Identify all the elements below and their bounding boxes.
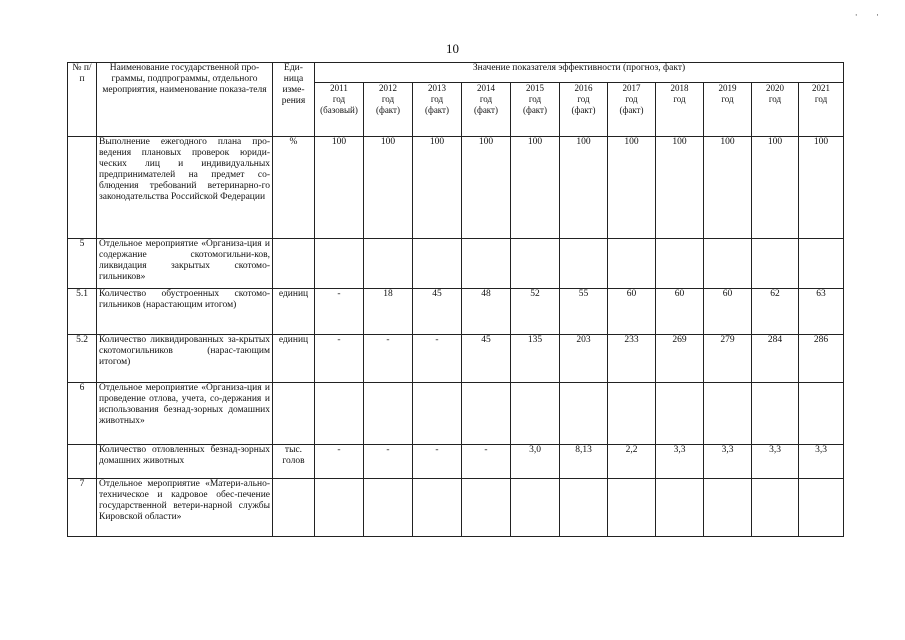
value-cell: - — [364, 335, 413, 383]
header-year-l3: (факт) — [619, 105, 644, 115]
value-cell: 100 — [511, 137, 560, 239]
header-year-year: 2012 — [379, 83, 397, 93]
value-cell — [560, 383, 608, 445]
value-cell: 233 — [608, 335, 656, 383]
table-row — [68, 383, 844, 445]
value-cell — [608, 239, 656, 289]
header-year-l2: год — [768, 94, 782, 104]
row-number — [68, 445, 97, 479]
header-year-5 — [560, 83, 608, 137]
header-year-6 — [608, 83, 656, 137]
value-cell: 100 — [608, 137, 656, 239]
header-year-year: 2013 — [428, 83, 446, 93]
value-cell — [413, 239, 462, 289]
table-row — [68, 289, 844, 335]
value-cell: 55 — [560, 289, 608, 335]
header-values-group: Значение показателя эффективности (прогноз, факт) — [315, 63, 844, 83]
value-cell — [752, 383, 799, 445]
header-year-year: 2021 — [812, 83, 831, 93]
value-cell — [413, 479, 462, 537]
value-cell — [560, 239, 608, 289]
row-unit: % — [273, 137, 315, 239]
header-year-l2: год — [673, 94, 686, 104]
value-cell — [704, 383, 752, 445]
row-number: 7 — [68, 479, 97, 537]
value-cell: 3,3 — [799, 445, 844, 479]
value-cell: 100 — [799, 137, 844, 239]
value-cell: 45 — [462, 335, 511, 383]
value-cell — [364, 383, 413, 445]
value-cell: 60 — [704, 289, 752, 335]
header-year-l3: (факт) — [375, 105, 400, 115]
value-cell: 100 — [462, 137, 511, 239]
value-cell: 203 — [560, 335, 608, 383]
header-year-year: 2015 — [526, 83, 544, 93]
header-year-1 — [364, 83, 413, 137]
header-year-l2: год — [577, 94, 590, 104]
header-year-l3: (факт) — [522, 105, 547, 115]
value-cell — [462, 479, 511, 537]
header-year-year: 2016 — [574, 83, 593, 93]
value-cell: 63 — [799, 289, 844, 335]
header-year-l2: год — [332, 94, 346, 104]
value-cell: - — [315, 445, 364, 479]
value-cell — [315, 479, 364, 537]
value-cell: 2,2 — [608, 445, 656, 479]
header-year-9 — [752, 83, 799, 137]
header-year-year: 2014 — [477, 83, 495, 93]
value-cell: 284 — [752, 335, 799, 383]
table-row — [68, 335, 844, 383]
value-cell: - — [315, 335, 364, 383]
row-name: Отдельное мероприятие «Матери-ально-техническое и кадровое обес-печение государственной ветери-нарной службы Кировской области» — [97, 479, 273, 537]
row-name: Отдельное мероприятие «Организа-ция и содержание скотомогильни-ков, ликвидация закрытых скотомо-гильников» — [97, 239, 273, 289]
value-cell: 18 — [364, 289, 413, 335]
header-year-l2: год — [625, 94, 638, 104]
value-cell: - — [315, 289, 364, 335]
header-year-year: 2019 — [718, 83, 737, 93]
header-unit: Еди-ница изме-рения — [273, 63, 315, 137]
value-cell: - — [413, 335, 462, 383]
value-cell: 52 — [511, 289, 560, 335]
value-cell — [511, 383, 560, 445]
row-number: 5 — [68, 239, 97, 289]
row-number: 6 — [68, 383, 97, 445]
row-number: 5.2 — [68, 335, 97, 383]
value-cell: 135 — [511, 335, 560, 383]
header-year-0 — [315, 83, 364, 137]
value-cell — [511, 239, 560, 289]
value-cell — [364, 239, 413, 289]
value-cell — [799, 239, 844, 289]
row-unit — [273, 383, 315, 445]
row-name: Количество отловленных безнад-зорных домашних животных — [97, 445, 273, 479]
header-year-3 — [462, 83, 511, 137]
header-year-l3: (факт) — [571, 105, 596, 115]
header-year-l2: год — [430, 94, 444, 104]
header-year-l2: год — [479, 94, 493, 104]
value-cell: 3,3 — [656, 445, 704, 479]
value-cell: 8,13 — [560, 445, 608, 479]
header-year-l3: (базовый) — [320, 105, 358, 115]
row-unit: единиц — [273, 289, 315, 335]
row-name: Отдельное мероприятие «Организа-ция и проведение отлова, учета, со-держания и использования безнад-зорных домашних животных» — [97, 383, 273, 445]
header-year-l2: год — [381, 94, 395, 104]
value-cell — [315, 383, 364, 445]
table-row — [68, 239, 844, 289]
value-cell — [799, 479, 844, 537]
value-cell — [608, 479, 656, 537]
value-cell: 100 — [315, 137, 364, 239]
value-cell — [413, 383, 462, 445]
value-cell — [752, 479, 799, 537]
corner-marks: · · — [854, 10, 887, 20]
value-cell — [560, 479, 608, 537]
header-name: Наименование государственной про-граммы, подпрограммы, отдельного мероприятия, наименование показа-теля — [97, 63, 273, 137]
value-cell: 279 — [704, 335, 752, 383]
table-row — [68, 445, 844, 479]
value-cell — [511, 479, 560, 537]
value-cell: 269 — [656, 335, 704, 383]
value-cell — [608, 383, 656, 445]
value-cell: 100 — [364, 137, 413, 239]
header-year-year: 2018 — [670, 83, 689, 93]
header-year-l3: (факт) — [473, 105, 498, 115]
value-cell — [704, 239, 752, 289]
value-cell: 62 — [752, 289, 799, 335]
value-cell — [364, 479, 413, 537]
header-year-2 — [413, 83, 462, 137]
header-year-8 — [704, 83, 752, 137]
header-year-year: 2020 — [766, 83, 784, 93]
header-year-10 — [799, 83, 844, 137]
indicator-table — [67, 62, 844, 537]
page-number: 10 — [446, 41, 459, 56]
value-cell: 100 — [752, 137, 799, 239]
value-cell — [315, 239, 364, 289]
header-year-7 — [656, 83, 704, 137]
row-name: Выполнение ежегодного плана про-ведения плановых проверок юриди-ческих лиц и индивидуальных предпринимателей на предмет со-блюдения требований ветеринарно-го законодательства Российской Федерации — [97, 137, 273, 239]
value-cell: - — [462, 445, 511, 479]
value-cell — [462, 239, 511, 289]
value-cell: 100 — [560, 137, 608, 239]
value-cell: 286 — [799, 335, 844, 383]
header-year-year: 2017 — [622, 83, 641, 93]
row-name: Количество ликвидированных за-крытых скотомогильников (нарас-тающим итогом) — [97, 335, 273, 383]
value-cell — [656, 383, 704, 445]
value-cell: 3,3 — [704, 445, 752, 479]
value-cell: - — [413, 445, 462, 479]
table-row — [68, 137, 844, 239]
row-number — [68, 137, 97, 239]
header-year-l2: год — [814, 94, 828, 104]
value-cell: 100 — [656, 137, 704, 239]
row-unit: единиц — [273, 335, 315, 383]
value-cell — [656, 239, 704, 289]
value-cell: 48 — [462, 289, 511, 335]
value-cell: 60 — [608, 289, 656, 335]
value-cell: 45 — [413, 289, 462, 335]
row-name: Количество обустроенных скотомо-гильников (нарастающим итогом) — [97, 289, 273, 335]
value-cell — [799, 383, 844, 445]
header-year-4 — [511, 83, 560, 137]
value-cell: 3,3 — [752, 445, 799, 479]
header-year-l2: год — [721, 94, 734, 104]
row-unit — [273, 239, 315, 289]
row-unit — [273, 479, 315, 537]
header-year-l3: (факт) — [424, 105, 449, 115]
header-year-l2: год — [528, 94, 542, 104]
value-cell — [752, 239, 799, 289]
value-cell: 100 — [704, 137, 752, 239]
value-cell — [704, 479, 752, 537]
value-cell: 100 — [413, 137, 462, 239]
value-cell — [656, 479, 704, 537]
value-cell: 3,0 — [511, 445, 560, 479]
table-row — [68, 479, 844, 537]
value-cell: - — [364, 445, 413, 479]
header-num: № п/п — [68, 63, 97, 137]
row-number: 5.1 — [68, 289, 97, 335]
value-cell: 60 — [656, 289, 704, 335]
value-cell — [462, 383, 511, 445]
row-unit: тыс. голов — [273, 445, 315, 479]
header-year-year: 2011 — [330, 83, 348, 93]
